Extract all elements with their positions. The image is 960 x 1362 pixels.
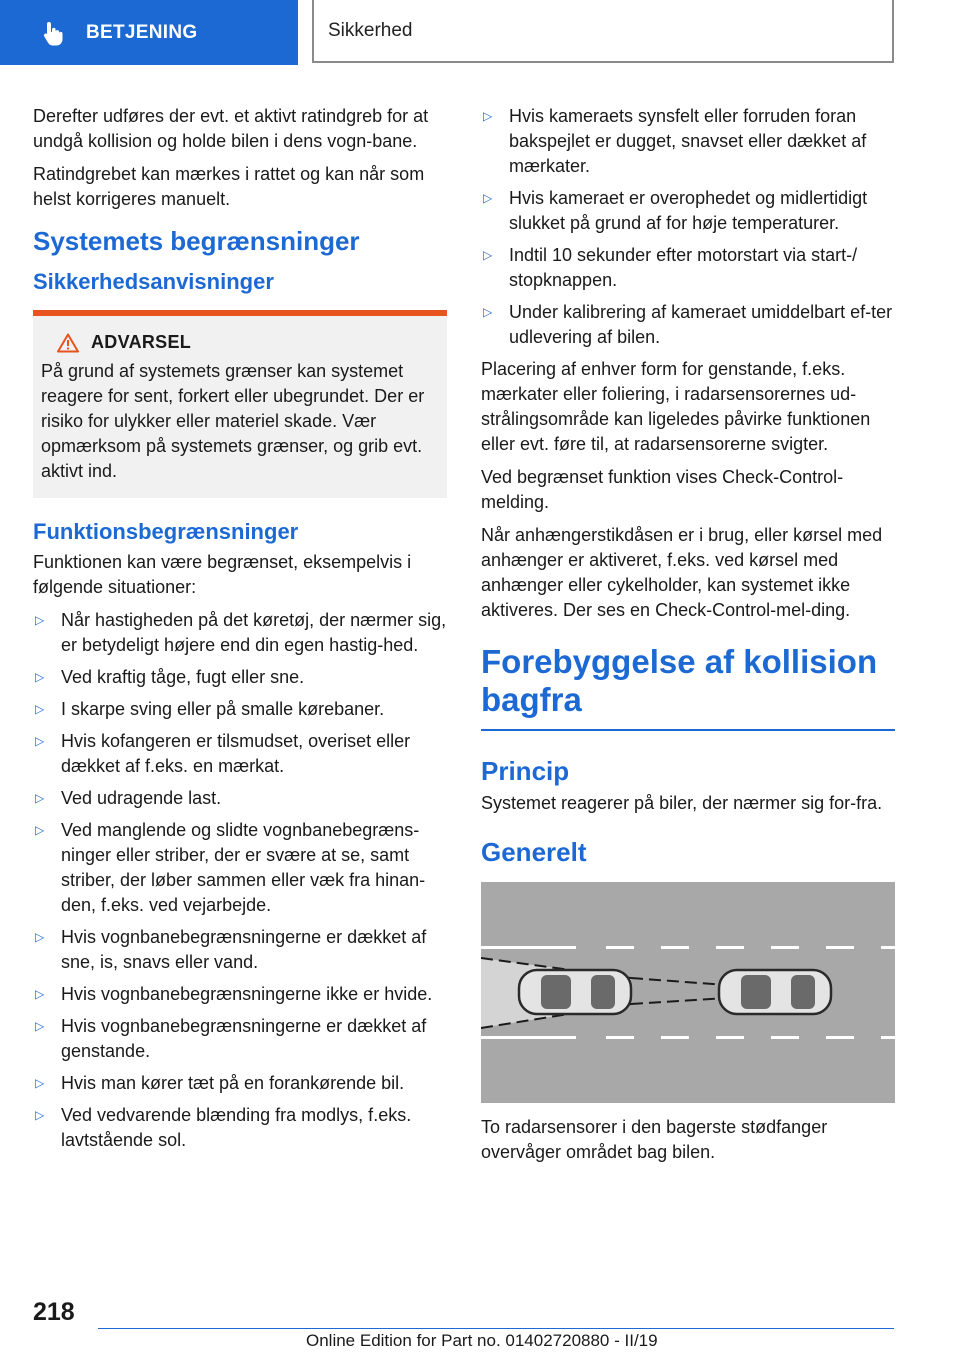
paragraph-check-control: Ved begrænset funktion vises Check-Control-melding. [481, 467, 844, 512]
warning-title: ADVARSEL [91, 332, 192, 352]
warning-title-row [57, 332, 429, 353]
list-item: ▷ I skarpe sving eller på smalle kørebaner. [33, 697, 447, 722]
intro-paragraph-1: Derefter udføres der evt. et aktivt ratindgreb for at undgå kollision og holde bilen i dens vogn‐bane. [33, 106, 429, 151]
chapter-heading-rear-collision: Forebyggelse af kollision bagfra [481, 643, 895, 731]
subheading-general: Generelt [481, 837, 587, 867]
bullet-triangle-icon: ▷ [35, 1108, 45, 1122]
warning-text: På grund af systemets grænser kan systemet reagere for sent, forkert eller ubegrundet. Der er risiko for ulykker eller materiel skade. Vær opmærksom på systemets grænser, og grib evt. aktivt ind. [41, 361, 425, 481]
section-tab[interactable] [0, 0, 298, 65]
list-item: ▷ Indtil 10 sekunder efter motorstart via start-/ stopknappen. [483, 245, 858, 290]
lane-marking-bottom [481, 1036, 895, 1039]
limitations-list [33, 608, 447, 1153]
right-column [481, 104, 895, 1173]
paragraph-placement: Placering af enhver form for genstande, f.eks. mærkater eller foliering, i radarsensorernes ud‐strålingsområde kan ligeledes påvirke funktionen eller evt. føre til, at radarsensorerne svigter. [481, 359, 871, 454]
section-tab-label: BETJENING [86, 21, 198, 43]
list-item: ▷ Ved manglende og slidte vognbanebegræns‐ninger eller striber, der er svære at se, samt striber, der løber sammen eller væk fra hinan‐den, f.eks. ved vejarbejde. [35, 820, 426, 915]
bullet-triangle-icon: ▷ [483, 191, 493, 205]
page-number: 218 [33, 1298, 75, 1326]
list-item: ▷ Hvis kameraet er overophedet og midlertidigt slukket på grund af for høje temperaturer. [483, 188, 868, 233]
lane-marking-top [481, 946, 895, 949]
subheading-function-limits: Funktionsbegrænsninger [33, 519, 299, 544]
bullet-triangle-icon: ▷ [483, 248, 493, 262]
intro-paragraph-2: Ratindgrebet kan mærkes i rattet og kan når som helst korrigeres manuelt. [33, 164, 425, 209]
list-item: ▷ Hvis kameraets synsfelt eller forruden foran bakspejlet er dugget, snavset eller dækket af mærkater. [483, 106, 867, 176]
chapter-title: Sikkerhed [328, 19, 413, 41]
bullet-triangle-icon: ▷ [35, 791, 45, 805]
list-item: ▷ Ved vedvarende blænding fra modlys, f.eks. lavtstående sol. [35, 1105, 412, 1150]
camera-limitations-list [481, 104, 895, 350]
figure-caption: To radarsensorer i den bagerste stødfanger overvåger området bag bilen. [481, 1117, 828, 1162]
subheading-safety: Sikkerhedsanvisninger [33, 269, 274, 294]
list-item: ▷ Hvis vognbanebegrænsningerne er dækket af sne, is, snavs eller vand. [35, 927, 427, 972]
left-column [33, 104, 447, 1160]
bullet-triangle-icon: ▷ [35, 702, 45, 716]
list-item: ▷ Ved udragende last. [33, 786, 447, 811]
car-front [719, 970, 831, 1014]
list-item: ▷ Når hastigheden på det køretøj, der nærmer sig, er betydeligt højere end din egen hastig‐hed. [35, 610, 447, 655]
list-item: ▷ Hvis vognbanebegrænsningerne er dækket af genstande. [35, 1016, 427, 1061]
list-item: ▷ Hvis man kører tæt på en forankørende bil. [33, 1071, 447, 1096]
bullet-triangle-icon: ▷ [35, 823, 45, 837]
paragraph-trailer: Når anhængerstikdåsen er i brug, eller kørsel med anhænger er aktiveret, f.eks. ved kørsel med anhænger eller cykelholder, kan systemet ikke aktiveres. Der ses en Check-Control-mel‐ding. [481, 525, 883, 620]
bullet-triangle-icon: ▷ [35, 930, 45, 944]
function-intro: Funktionen kan være begrænset, eksempelvis i følgende situationer: [33, 552, 412, 597]
bullet-triangle-icon: ▷ [35, 1076, 45, 1090]
footer-edition: Online Edition for Part no. 01402720880 - II/19 [306, 1331, 658, 1350]
bullet-triangle-icon: ▷ [35, 613, 45, 627]
bullet-triangle-icon: ▷ [35, 670, 45, 684]
radar-illustration [481, 882, 895, 1103]
bullet-triangle-icon: ▷ [483, 305, 493, 319]
principle-text: Systemet reagerer på biler, der nærmer sig for‐fra. [481, 793, 883, 813]
chapter-header [312, 0, 894, 63]
list-item: ▷ Ved kraftig tåge, fugt eller sne. [33, 665, 447, 690]
bullet-triangle-icon: ▷ [483, 109, 493, 123]
car-rear [519, 970, 631, 1014]
section-heading-limits: Systemets begrænsninger [33, 226, 360, 256]
bullet-triangle-icon: ▷ [35, 1019, 45, 1033]
warning-triangle-icon [57, 333, 79, 353]
warning-box [33, 310, 447, 498]
hand-icon [40, 19, 68, 47]
bullet-triangle-icon: ▷ [35, 987, 45, 1001]
footer-divider [98, 1328, 894, 1329]
list-item: ▷ Under kalibrering af kameraet umiddelbart ef‐ter udlevering af bilen. [483, 302, 893, 347]
bullet-triangle-icon: ▷ [35, 734, 45, 748]
subheading-principle: Princip [481, 756, 570, 786]
list-item: ▷ Hvis vognbanebegrænsningerne ikke er hvide. [33, 982, 447, 1007]
list-item: ▷ Hvis kofangeren er tilsmudset, overiset eller dækket af f.eks. en mærkat. [35, 731, 411, 776]
